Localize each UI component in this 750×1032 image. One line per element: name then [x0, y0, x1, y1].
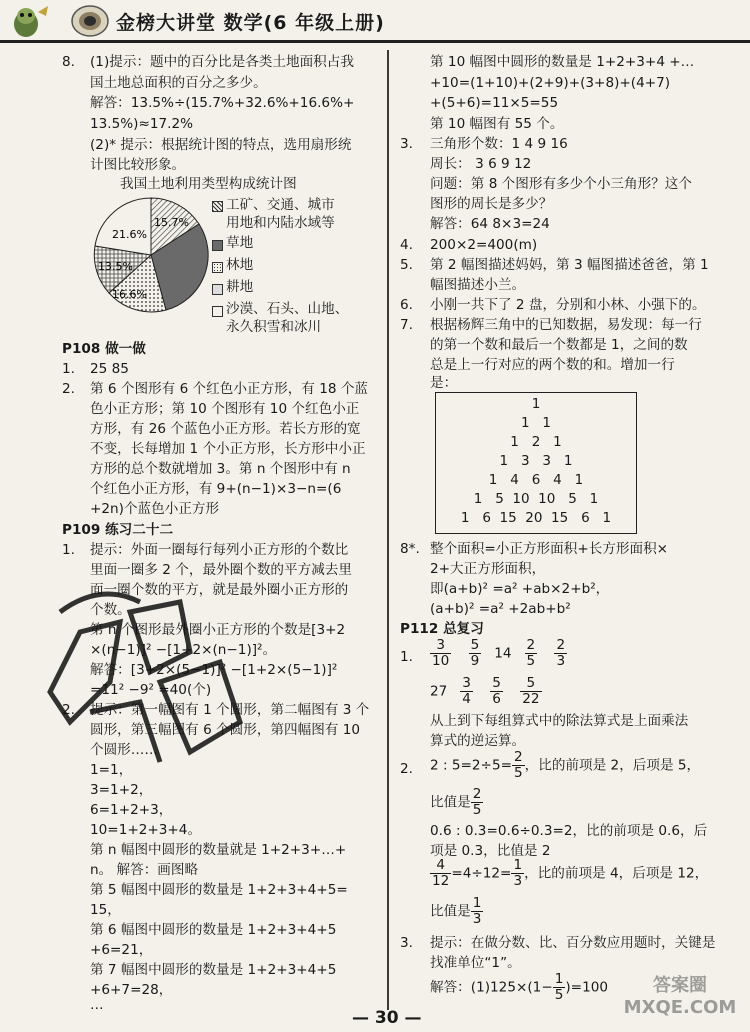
r2-line-b	[430, 787, 483, 818]
q8-number: 8.	[62, 54, 75, 70]
pie-label-13-5: 13.5%	[98, 260, 133, 273]
r3-line: 提示：在做分数、比、百分数应用题时，关键是	[430, 935, 716, 951]
p108-q2-line: 个红色小正方形，有 9+(n−1)×3−n=(6	[90, 481, 342, 497]
r-q3-line: 三角形个数：1 4 9 16	[430, 136, 568, 152]
fraction: $\frac{1}{3}$	[472, 895, 482, 927]
r2-text: ，比的前项是 4，后项是 12，	[524, 865, 709, 882]
r3-answer	[430, 972, 608, 1003]
r3-text: 解答：(1)125×(1−	[430, 979, 553, 996]
r-q7-line: 总是上一行对应的两个数的和。增加一行	[430, 357, 675, 373]
legend-swatch-desert	[212, 306, 223, 317]
legend-label: 用地和内陆水域等	[226, 215, 335, 231]
r-cont-line: 第 10 幅图中圆形的数量是 1+2+3+4 +…	[430, 54, 695, 70]
p109-q2-line: +6=21，	[90, 942, 153, 958]
fraction: $\frac{5}{6}$	[492, 675, 501, 707]
r-q5-line: 第 2 幅图描述妈妈，第 3 幅图描述爸爸，第 1	[430, 257, 709, 273]
r1-text-line: 算式的逆运算。	[430, 733, 526, 749]
r-q4: 200×2=400(m)	[430, 237, 538, 253]
r1-row2	[430, 676, 542, 707]
r-q7-line: 的第一个数和最后一个数都是 1，之间的数	[430, 337, 688, 353]
column-divider	[387, 50, 389, 1010]
r-q8s-line: (a+b)² =a² +2ab+b²	[430, 601, 571, 617]
p108-q2-line: 方形，有 26 个蓝色小正方形。若长方形的宽	[90, 421, 361, 437]
r2-line-c: 0.6 : 0.3=0.6÷0.3=2，比的前项是 0.6，后	[430, 823, 708, 839]
r2-text: 2 : 5=2÷5=	[430, 757, 512, 774]
header-title: 金榜大讲堂 数学(6 年级上册)	[116, 12, 385, 34]
p108-q2-line: 方形的总个数就增加 3。第 n 个图形中有 n	[90, 461, 351, 477]
fraction: $\frac{3}{4}$	[462, 675, 471, 707]
legend-swatch-farmland	[212, 284, 223, 295]
value: 27	[430, 683, 448, 700]
r2-line-a	[430, 750, 700, 781]
r2-text: 比值是	[430, 794, 471, 811]
legend-label: 草地	[226, 235, 254, 251]
p109-q1-number: 1.	[62, 542, 75, 558]
r3-text: )=100	[565, 979, 609, 996]
brand-logo-icon	[70, 4, 110, 38]
p108-q1-number: 1.	[62, 361, 75, 377]
r1-text-line: 从上到下每组算式中的除法算式是上面乘法	[430, 713, 689, 729]
legend-label: 林地	[226, 257, 254, 273]
p109-q2-line: 圆形，第三幅图有 6 个圆形，第四幅图有 10	[90, 722, 361, 738]
triangle-row: 1 6 15 20 15 6 1	[460, 510, 612, 526]
r1-row1	[430, 638, 567, 669]
p109-q1-line: 里面一圈多 2 个，最外圈个数的平方减去里	[90, 562, 352, 578]
q8-line: 解答：13.5%÷(15.7%+32.6%+16.6%+	[90, 95, 355, 111]
r3-line: 找准单位“1”。	[430, 955, 521, 971]
q8-line: 国土地总面积的百分之多少。	[90, 75, 267, 91]
p109-q2-line: 第 n 幅图中圆形的数量就是 1+2+3+…+	[90, 842, 347, 858]
p109-q2-line: 第 6 幅图中圆形的数量是 1+2+3+4+5	[90, 922, 337, 938]
p109-q2-line: 第 5 幅图中圆形的数量是 1+2+3+4+5=	[90, 882, 348, 898]
r-q7-number: 7.	[400, 317, 413, 333]
p108-q2-line: 第 6 个图形有 6 个红色小正方形，有 18 个蓝	[90, 381, 369, 397]
r1-number: 1.	[400, 649, 413, 665]
r-q8s-line: 整个面积=小正方形面积+长方形面积×	[430, 541, 669, 557]
p109-q2-line: 6=1+2+3，	[90, 802, 173, 818]
p108-heading: P108 做一做	[62, 341, 146, 357]
watermark: 答案圈 MXQE.COM	[623, 975, 737, 1018]
r2-text: =4÷12=	[451, 865, 512, 882]
r-q8s-line: 2+大正方形面积，	[430, 561, 546, 577]
r-q3-line: 图形的周长是多少？	[430, 196, 553, 212]
fraction: $\frac{2}{5}$	[472, 786, 482, 818]
p108-q2-number: 2.	[62, 381, 75, 397]
fraction: $\frac{1}{5}$	[554, 971, 564, 1003]
triangle-row: 1 3 3 1	[499, 453, 573, 469]
p109-q2-line: n。 解答：画图略	[90, 862, 199, 878]
p109-q1-line: 第 n 个图形最外圈小正方形的个数是[3+2	[90, 622, 346, 638]
legend-label: 工矿、交通、城市	[226, 197, 335, 213]
p109-q2-line: 10=1+2+3+4。	[90, 822, 202, 838]
q8-line: (1)提示：题中的百分比是各类土地面积占我	[90, 54, 354, 70]
fraction: $\frac{2}{3}$	[556, 637, 566, 669]
r-q3-line: 问题：第 8 个图形有多少个小三角形？这个	[430, 176, 692, 192]
r-q8s-line: 即(a+b)² =a² +ab×2+b²，	[430, 581, 610, 597]
triangle-row: 1	[531, 396, 541, 412]
p108-q2-line: +2n)个蓝色小正方形	[90, 501, 220, 517]
pie-label-21-6: 21.6%	[112, 228, 147, 241]
legend-swatch-grassland	[212, 240, 223, 251]
legend-label: 沙漠、石头、山地、	[226, 301, 349, 317]
pascal-triangle-box	[435, 392, 637, 534]
q8-line: 13.5%)≈17.2%	[90, 116, 194, 132]
fraction: $\frac{1}{3}$	[513, 857, 523, 889]
mascot-icon	[6, 2, 52, 40]
header-rule	[0, 40, 750, 43]
p108-q2-line: 色小正方形；第 10 个图形有 10 个红色小正	[90, 401, 360, 417]
fraction: $\frac{2}{5}$	[514, 749, 523, 781]
triangle-row: 1 4 6 4 1	[488, 472, 584, 488]
fraction: $\frac{5}{22}$	[522, 675, 540, 707]
r-q7-line: 是：	[430, 375, 458, 391]
r-q6: 小刚一共下了 2 盘，分别和小林、小强下的。	[430, 297, 706, 313]
p108-q2-line: 不变，长每增加 1 个小正方形，长方形中小正	[90, 441, 366, 457]
r-q5-number: 5.	[400, 257, 413, 273]
q8-line: (2)* 提示：根据统计图的特点，选用扇形统	[90, 137, 352, 153]
p109-q2-number: 2.	[62, 702, 75, 718]
p109-q1-line: =11² −9² =40(个)	[90, 682, 212, 698]
fraction: $\frac{3}{10}$	[432, 637, 450, 669]
p108-q1: 25 85	[90, 361, 129, 377]
r-q3-line: 周长： 3 6 9 12	[430, 156, 532, 172]
land-use-pie-chart	[92, 196, 210, 314]
legend-swatch-forest	[212, 262, 223, 273]
value: 14	[494, 645, 512, 662]
p109-q2-line: 1=1，	[90, 762, 133, 778]
p109-q1-line: 提示：外面一圈每行每列小正方形的个数比	[90, 542, 349, 558]
r-q3-number: 3.	[400, 136, 413, 152]
p109-q2-line: 15，	[90, 902, 121, 918]
p109-q1-line: 个数。	[90, 602, 131, 618]
r-q4-number: 4.	[400, 237, 413, 253]
p109-q1-line: ×(n−1)]² −[1+2×(n−1)]²。	[90, 642, 277, 658]
fraction: $\frac{4}{12}$	[432, 857, 450, 889]
q8-line: 计图比较形象。	[90, 157, 186, 173]
r2-text: ，比的前项是 2，后项是 5，	[524, 757, 701, 774]
r2-line-d: 项是 0.3，比值是 2	[430, 843, 551, 859]
r2-number: 2.	[400, 761, 413, 777]
fraction: $\frac{5}{9}$	[470, 637, 480, 669]
p109-q2-line: +6+7=28，	[90, 982, 173, 998]
r-q6-number: 6.	[400, 297, 413, 313]
p109-q2-line: …	[90, 997, 104, 1013]
chart-title: 我国土地利用类型构成统计图	[120, 176, 297, 192]
r-q8s-number: 8*.	[400, 541, 420, 557]
page-header	[0, 0, 750, 44]
legend-label: 耕地	[226, 279, 254, 295]
r3-number: 3.	[400, 935, 413, 951]
p109-q1-line: 解答：[3+2×(5−1)]² −[1+2×(5−1)]²	[90, 662, 338, 678]
pie-slice-desert	[95, 198, 151, 255]
p109-q2-line: 第 7 幅图中圆形的数量是 1+2+3+4+5	[90, 962, 337, 978]
r2-line-f	[430, 896, 483, 927]
pie-label-15-7: 15.7%	[154, 216, 189, 229]
legend-label: 永久积雪和冰川	[226, 319, 322, 335]
r-q7-line: 根据杨辉三角中的已知数据，易发现：每一行	[430, 317, 702, 333]
p109-q1-line: 面一圈个数的平方，就是最外圈小正方形的	[90, 582, 349, 598]
fraction: $\frac{2}{5}$	[526, 637, 536, 669]
pie-label-16-6: 16.6%	[112, 288, 147, 301]
ink-stamp	[40, 572, 270, 772]
r2-text: 比值是	[430, 903, 471, 920]
r-cont-line: 第 10 幅图有 55 个。	[430, 116, 564, 132]
r-q3-line: 解答：64 8×3=24	[430, 216, 550, 232]
r-q5-line: 幅图描述小兰。	[430, 277, 526, 293]
r-cont-line: +10=(1+10)+(2+9)+(3+8)+(4+7)	[430, 75, 671, 91]
r2-line-e	[430, 858, 708, 889]
triangle-row: 1 1	[520, 415, 552, 431]
triangle-row: 1 5 10 10 5 1	[473, 491, 599, 507]
p109-q2-line: 提示：第一幅图有 1 个圆形，第二幅图有 3 个	[90, 702, 370, 718]
page-number: — 30 —	[352, 1008, 422, 1028]
p112-heading: P112 总复习	[400, 621, 484, 637]
triangle-row: 1 2 1	[510, 434, 562, 450]
r-cont-line: +(5+6)=11×5=55	[430, 95, 559, 111]
p109-heading: P109 练习二十二	[62, 522, 174, 538]
p109-q2-line: 3=1+2，	[90, 782, 153, 798]
p109-q2-line: 个圆形……	[90, 742, 158, 758]
legend-swatch-hatch	[212, 201, 223, 212]
